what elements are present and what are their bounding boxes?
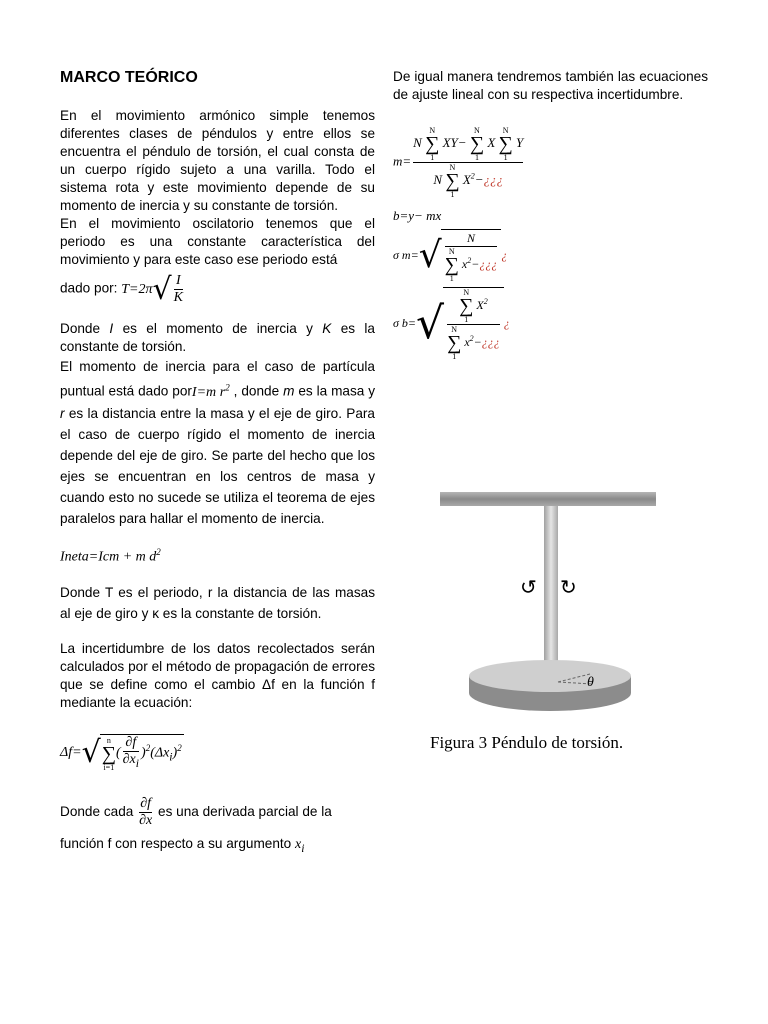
disk-top	[469, 660, 631, 692]
symbol-r: r	[60, 405, 65, 421]
text-fragment: Donde cada	[60, 804, 134, 820]
top-support-bar	[440, 492, 656, 506]
right-column	[393, 68, 708, 361]
symbol-K: K	[322, 321, 332, 336]
paragraph-linear-fit: De igual manera tendremos también las ecuaciones de ajuste lineal con su respectiva incertidumbre.	[393, 69, 708, 102]
paragraph-moment-inertia	[60, 356, 375, 529]
paragraph-partial-end	[60, 835, 375, 858]
rotation-arrow-right-icon: ↻	[560, 575, 577, 599]
paragraph-uncertainty: La incertidumbre de los datos recolectados serán calculados por el método de propagación de errores que se define como el cambio Δf en la función f mediante la ecuación:	[60, 641, 375, 711]
parallel-axis-equation: Ineta=Icm + m $d^2$	[60, 546, 161, 565]
period-equation: T=2π√ $\frac{I}{K}$	[121, 271, 183, 307]
text-fragment: es la constante de torsión.	[60, 321, 375, 354]
paragraph-where-T: Donde T es el periodo, r la distancia de las masas al eje de giro y κ es la constante de torsión.	[60, 585, 375, 622]
symbol-m: m	[283, 383, 295, 399]
inertia-equation: I=m $r^2$	[191, 382, 230, 400]
figure-caption: Figura 3 Péndulo de torsión.	[430, 733, 624, 752]
text-fragment: es la distancia entre la masa y el eje de giro. Para el caso de cuerpo rígido el momento de inercia depende del eje de giro. Se parte del hecho que los ejes se encuentran en los centros de masa y cuando esto no sucede se utiliza el teorema de ejes paralelos para hallar el momento de inercia.	[60, 405, 375, 526]
period-text: dado por:	[60, 280, 118, 296]
text-fragment: El momento de inercia para el caso de partícula puntual está dado por	[60, 359, 375, 399]
sigma-b-equation: σ b=√ N ∑ 1 $X^2$ N ∑ 1 $x^2-¿¿¿$ ¿	[393, 288, 510, 361]
paragraph-partial	[60, 796, 375, 829]
torsion-rod	[544, 506, 558, 682]
text-fragment: , donde	[233, 383, 280, 399]
paragraph-period-formula	[60, 273, 375, 306]
angle-label: θ	[587, 675, 594, 690]
paragraph-definitions	[60, 320, 375, 356]
text-fragment: es una derivada parcial de la	[158, 804, 332, 820]
symbol-xi: $x_i$	[295, 837, 305, 855]
intercept-equation: b=y− mx	[393, 208, 442, 223]
text-fragment: es la masa y	[298, 383, 376, 399]
partial-derivative: $\frac{\partial f}{\partial x}$	[139, 796, 153, 829]
paragraph-period: En el movimiento oscilatorio tenemos que el periodo es una constante característica del movimiento y para este caso ese periodo está	[60, 216, 375, 267]
section-heading: MARCO TEÓRICO	[60, 69, 198, 86]
paragraph-intro: En el movimiento armónico simple tenemos diferentes clases de péndulos y entre ellos se encuentra el péndulo de torsión, el cual consta de un cuerpo rígido sujeto a una varilla. Todo el sistema rota y este movimiento depende de su momento de inercia y su constante de torsión.	[60, 108, 375, 213]
slope-equation: m= N N ∑ 1 XY− N ∑ 1 X N ∑ 1 Y N N ∑ 1 $X^2-¿¿¿$	[393, 126, 524, 199]
torsion-pendulum-figure	[440, 488, 658, 714]
text-fragment: es el momento de inercia y	[122, 321, 313, 336]
symbol-I: I	[109, 321, 114, 336]
error-propagation-equation: Δf=√ n ∑ i=1 ( $\frac{\partial f}{\partial x_i}$ )$^2(\Delta x_i)^2$	[60, 735, 182, 772]
left-column	[60, 68, 375, 858]
equation-text: Ineta=Icm + m d	[60, 549, 157, 565]
sigma-m-equation: σ m=√ N N ∑ 1 $x^2-¿¿¿$ ¿	[393, 231, 508, 283]
text-fragment: Donde	[60, 321, 101, 336]
text-fragment: función f con respecto a su argumento	[60, 836, 292, 852]
rotation-arrow-left-icon: ↺	[520, 575, 537, 599]
